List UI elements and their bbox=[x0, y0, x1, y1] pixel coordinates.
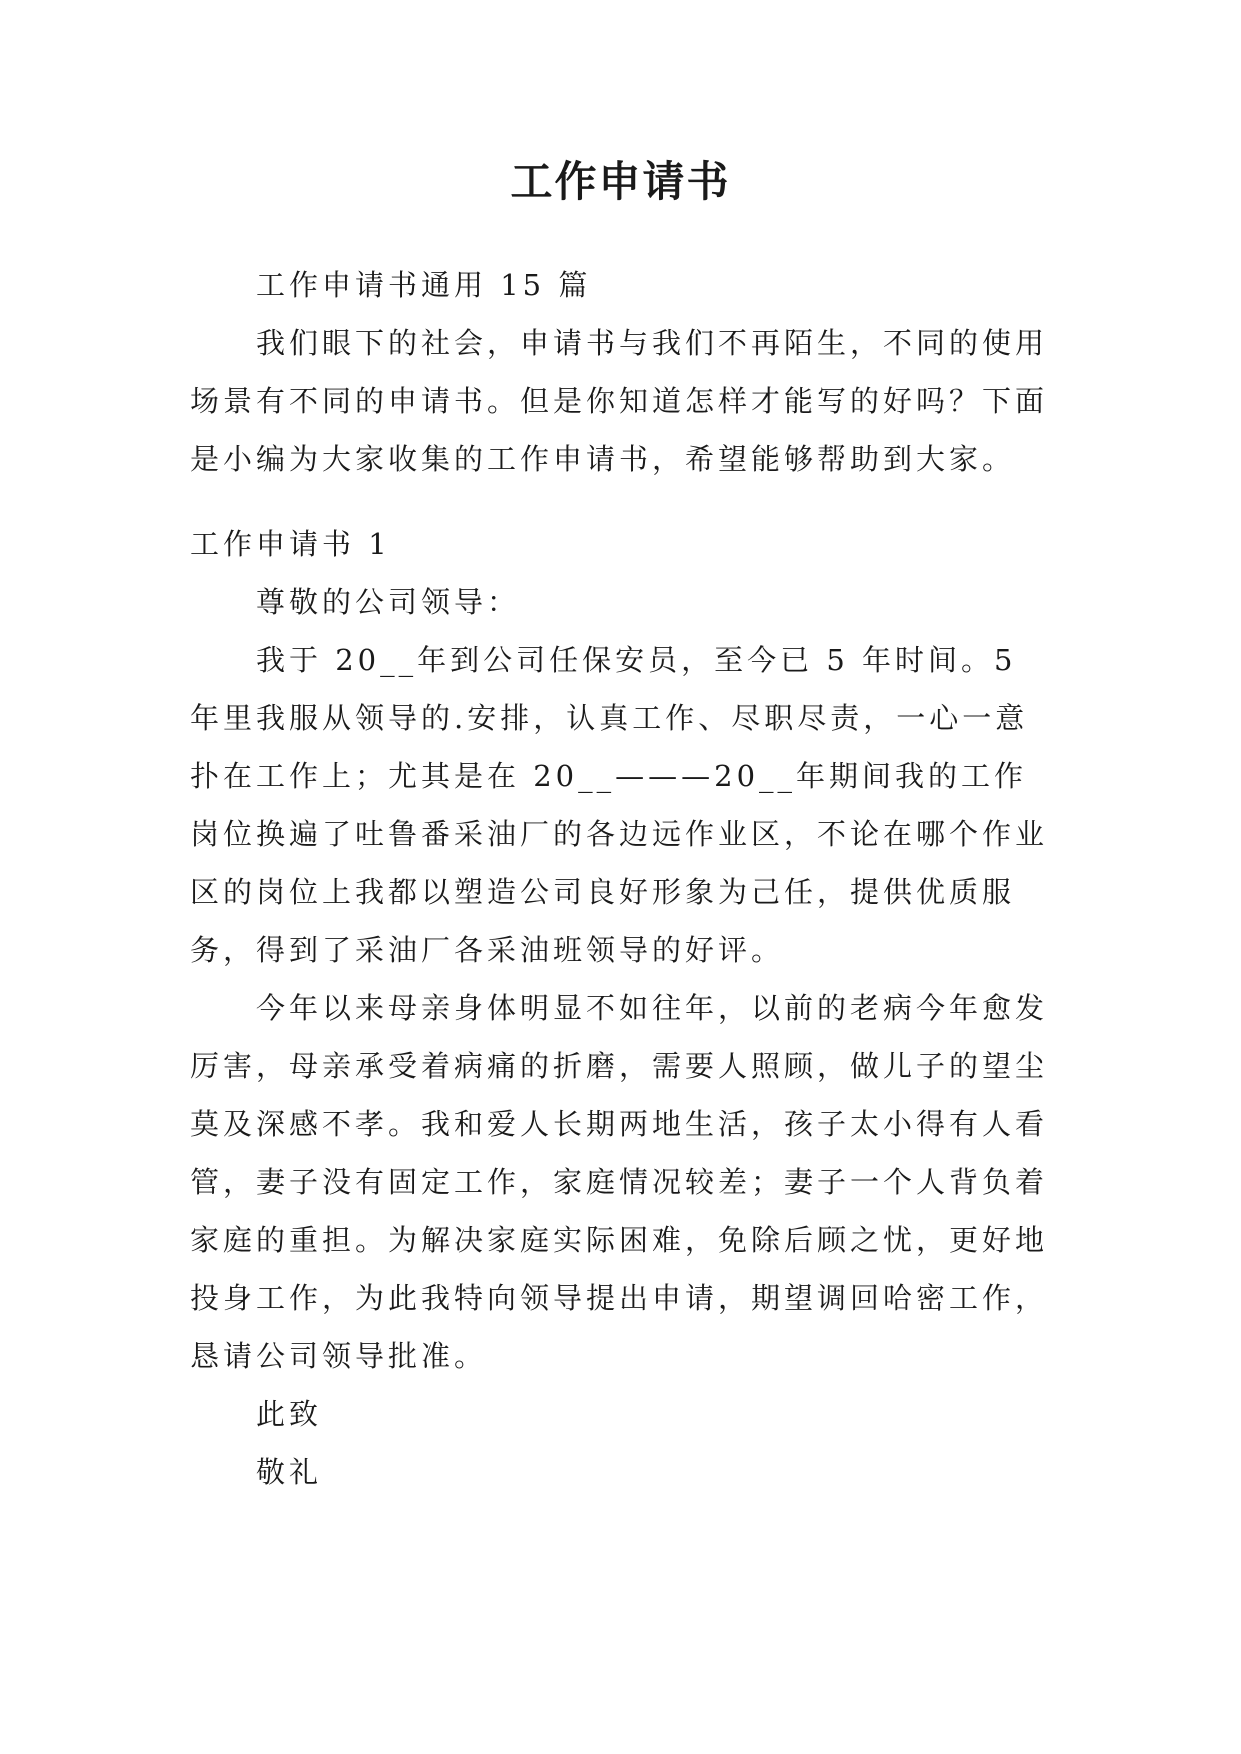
body-paragraph: 今年以来母亲身体明显不如往年，以前的老病今年愈发厉害，母亲承受着病痛的折磨，需要人照顾，做儿子的望尘莫及深感不孝。我和爱人长期两地生活，孩子太小得有人看管，妻子没有固定工作，家庭情况较差；妻子一个人背负着家庭的重担。为解决家庭实际困难，免除后顾之忧，更好地投身工作，为此我特向领导提出申请，期望调回哈密工作，恳请公司领导批准。 bbox=[190, 991, 1049, 1373]
closing-line: 此致 bbox=[256, 1397, 323, 1431]
intro-section bbox=[190, 256, 1050, 488]
salutation: 尊敬的公司领导： bbox=[256, 585, 521, 619]
closing-line: 敬礼 bbox=[256, 1455, 323, 1489]
section-1 bbox=[190, 515, 1050, 1501]
document-title: 工作申请书 bbox=[510, 157, 731, 206]
intro-paragraph: 我们眼下的社会，申请书与我们不再陌生，不同的使用场景有不同的申请书。但是你知道怎样才能写的好吗？下面是小编为大家收集的工作申请书，希望能够帮助到大家。 bbox=[190, 326, 1049, 476]
body-paragraph: 我于 20__年到公司任保安员，至今已 5 年时间。5 年里我服从领导的.安排，认真工作、尽职尽责，一心一意扑在工作上；尤其是在 20__———20__年期间我的工作岗位换遍了吐鲁番采油厂的各边远作业区，不论在哪个作业区的岗位上我都以塑造公司良好形象为己任，提供优质服务，得到了采油厂各采油班领导的好评。 bbox=[190, 643, 1049, 967]
section-heading: 工作申请书 1 bbox=[190, 527, 391, 561]
intro-subtitle: 工作申请书通用 15 篇 bbox=[256, 268, 592, 302]
